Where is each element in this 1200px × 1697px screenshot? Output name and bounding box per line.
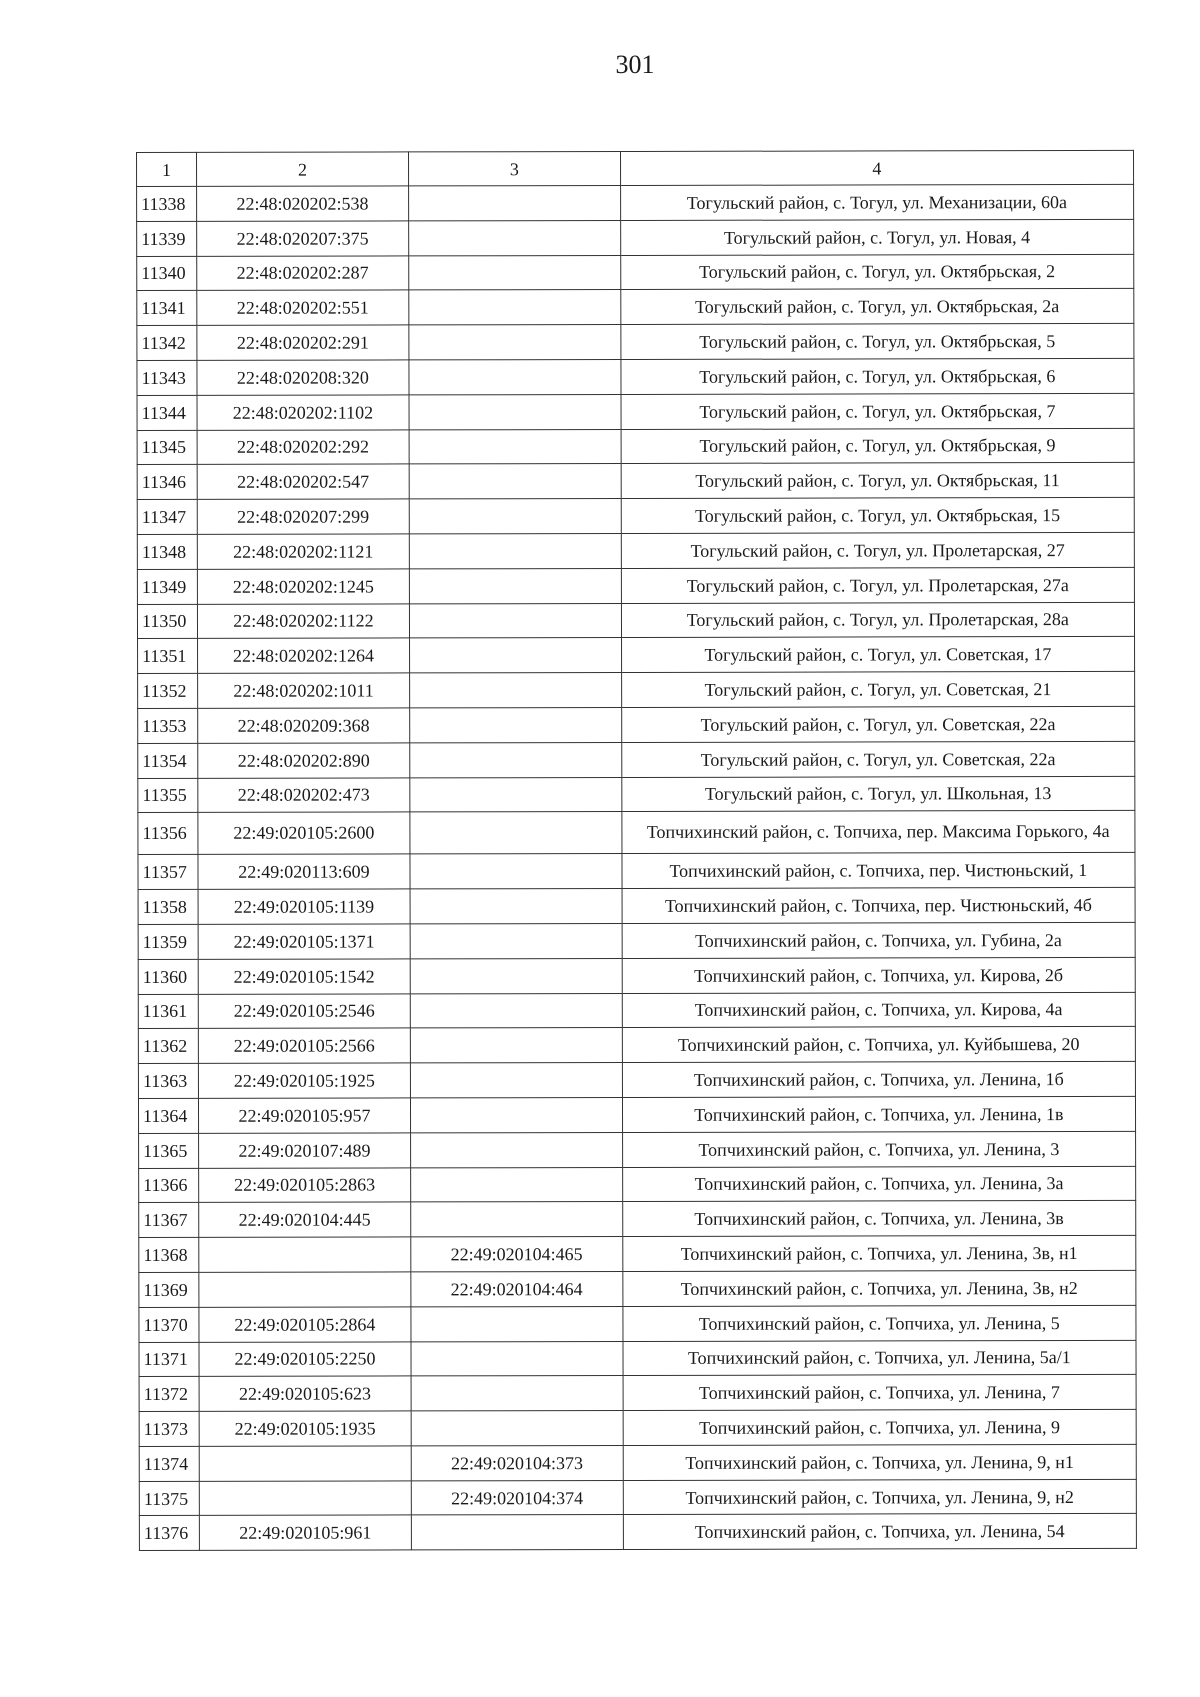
cadastral-number: 22:49:020105:1925 bbox=[198, 1063, 410, 1098]
cadastral-number-alt: 22:49:020104:465 bbox=[411, 1237, 623, 1272]
header-cell-2: 2 bbox=[196, 152, 408, 186]
cadastral-number: 22:49:020105:2250 bbox=[199, 1341, 411, 1376]
table-row bbox=[139, 1340, 1136, 1377]
table-row bbox=[138, 811, 1135, 855]
registry-table bbox=[136, 150, 1137, 1551]
row-number: 11359 bbox=[138, 924, 198, 959]
address: Топчихинский район, с. Топчиха, пер. Чистюньский, 4б bbox=[622, 888, 1135, 924]
table-row bbox=[137, 184, 1134, 221]
row-number: 11369 bbox=[139, 1272, 199, 1307]
row-number: 11351 bbox=[138, 639, 198, 674]
cadastral-number-alt bbox=[410, 1028, 622, 1063]
address: Тогульский район, с. Тогул, ул. Октябрьская, 2а bbox=[621, 289, 1134, 325]
table-row bbox=[138, 672, 1135, 709]
row-number: 11341 bbox=[137, 291, 197, 326]
cadastral-number-alt bbox=[409, 290, 621, 325]
cadastral-number: 22:48:020202:1121 bbox=[197, 534, 409, 569]
address: Тогульский район, с. Тогул, ул. Советская, 22а bbox=[621, 741, 1134, 777]
table-row bbox=[137, 219, 1134, 256]
row-number: 11358 bbox=[138, 890, 198, 925]
cadastral-number: 22:48:020202:291 bbox=[197, 325, 409, 360]
row-number: 11344 bbox=[137, 395, 197, 430]
cadastral-number: 22:49:020107:489 bbox=[199, 1133, 411, 1168]
cadastral-number: 22:48:020202:547 bbox=[197, 464, 409, 499]
cadastral-number: 22:48:020202:890 bbox=[198, 743, 410, 778]
address: Тогульский район, с. Тогул, ул. Советская, 17 bbox=[621, 637, 1134, 673]
row-number: 11356 bbox=[138, 813, 198, 855]
table-row bbox=[137, 567, 1134, 604]
row-number: 11360 bbox=[138, 959, 198, 994]
cadastral-number-alt bbox=[409, 394, 621, 429]
address: Топчихинский район, с. Топчиха, ул. Ленина, 3в, н1 bbox=[622, 1236, 1135, 1272]
table-row bbox=[139, 1305, 1136, 1342]
cadastral-number-alt bbox=[410, 1097, 622, 1132]
cadastral-number-alt bbox=[409, 255, 621, 290]
address: Топчихинский район, с. Топчиха, ул. Ленина, 54 bbox=[623, 1514, 1136, 1550]
cadastral-number-alt bbox=[411, 1515, 623, 1550]
cadastral-number-alt bbox=[410, 993, 622, 1028]
cadastral-number-alt bbox=[411, 1341, 623, 1376]
cadastral-number-alt bbox=[409, 603, 621, 638]
address: Топчихинский район, с. Топчиха, ул. Губина, 2а bbox=[622, 922, 1135, 958]
row-number: 11376 bbox=[139, 1516, 199, 1551]
address: Топчихинский район, с. Топчиха, ул. Ленина, 9, н2 bbox=[623, 1479, 1136, 1515]
cadastral-number-alt bbox=[410, 958, 622, 993]
cadastral-number: 22:49:020105:2566 bbox=[198, 1028, 410, 1063]
cadastral-number: 22:49:020105:1935 bbox=[199, 1411, 411, 1446]
address: Тогульский район, с. Тогул, ул. Школьная, 13 bbox=[622, 776, 1135, 812]
cadastral-number: 22:49:020105:2600 bbox=[198, 812, 410, 854]
address: Топчихинский район, с. Топчиха, ул. Ленина, 9 bbox=[623, 1410, 1136, 1446]
cadastral-number-alt: 22:49:020104:373 bbox=[411, 1445, 623, 1480]
address: Тогульский район, с. Тогул, ул. Советская, 21 bbox=[621, 672, 1134, 708]
cadastral-number: 22:49:020105:957 bbox=[198, 1098, 410, 1133]
cadastral-number: 22:49:020105:623 bbox=[199, 1376, 411, 1411]
address: Топчихинский район, с. Топчиха, ул. Ленина, 5 bbox=[623, 1305, 1136, 1341]
cadastral-number: 22:48:020207:299 bbox=[197, 499, 409, 534]
page-number: 301 bbox=[615, 50, 655, 79]
address: Тогульский район, с. Тогул, ул. Октябрьская, 15 bbox=[621, 498, 1134, 534]
address: Топчихинский район, с. Топчиха, пер. Максима Горького, 4а bbox=[622, 811, 1135, 854]
row-number: 11374 bbox=[139, 1446, 199, 1481]
cadastral-number-alt bbox=[410, 812, 622, 854]
cadastral-number-alt bbox=[410, 707, 622, 742]
cadastral-number-alt bbox=[410, 854, 622, 889]
table-row bbox=[138, 706, 1135, 743]
address: Топчихинский район, с. Топчиха, ул. Куйбышева, 20 bbox=[622, 1027, 1135, 1063]
row-number: 11373 bbox=[139, 1411, 199, 1446]
cadastral-number-alt bbox=[409, 568, 621, 603]
table-row bbox=[137, 289, 1134, 326]
row-number: 11338 bbox=[137, 186, 197, 221]
cadastral-number-alt bbox=[409, 359, 621, 394]
cadastral-number: 22:48:020202:551 bbox=[197, 290, 409, 325]
address: Топчихинский район, с. Топчиха, ул. Ленина, 1б bbox=[622, 1062, 1135, 1098]
cadastral-number: 22:49:020105:2864 bbox=[199, 1307, 411, 1342]
row-number: 11367 bbox=[139, 1203, 199, 1238]
table-row bbox=[138, 741, 1135, 778]
row-number: 11347 bbox=[137, 500, 197, 535]
address: Тогульский район, с. Тогул, ул. Октябрьская, 9 bbox=[621, 428, 1134, 464]
cadastral-number: 22:49:020105:1542 bbox=[198, 959, 410, 994]
address: Топчихинский район, с. Топчиха, ул. Ленина, 1в bbox=[622, 1096, 1135, 1132]
cadastral-number: 22:48:020207:375 bbox=[197, 221, 409, 256]
address: Тогульский район, с. Тогул, ул. Механизации, 60а bbox=[620, 184, 1133, 220]
table-row bbox=[138, 992, 1135, 1029]
table-row bbox=[139, 1131, 1136, 1168]
address: Тогульский район, с. Тогул, ул. Пролетарская, 27а bbox=[621, 567, 1134, 603]
table-row bbox=[138, 1062, 1135, 1099]
row-number: 11368 bbox=[139, 1237, 199, 1272]
row-number: 11364 bbox=[138, 1098, 198, 1133]
cadastral-number bbox=[199, 1272, 411, 1307]
address: Топчихинский район, с. Топчиха, ул. Ленина, 3а bbox=[622, 1166, 1135, 1202]
cadastral-number: 22:48:020202:287 bbox=[197, 256, 409, 291]
cadastral-number-alt bbox=[410, 923, 622, 958]
cadastral-number-alt bbox=[409, 673, 621, 708]
address: Тогульский район, с. Тогул, ул. Октябрьская, 7 bbox=[621, 393, 1134, 429]
cadastral-number: 22:49:020105:1139 bbox=[198, 889, 410, 924]
row-number: 11353 bbox=[138, 708, 198, 743]
cadastral-number: 22:48:020202:292 bbox=[197, 430, 409, 465]
cadastral-number-alt bbox=[409, 464, 621, 499]
cadastral-number-alt bbox=[410, 1063, 622, 1098]
cadastral-number: 22:48:020202:1102 bbox=[197, 395, 409, 430]
cadastral-number-alt bbox=[408, 185, 620, 220]
table-row bbox=[139, 1201, 1136, 1238]
cadastral-number: 22:49:020105:2546 bbox=[198, 993, 410, 1028]
address: Тогульский район, с. Тогул, ул. Советская, 22а bbox=[621, 706, 1134, 742]
table-row bbox=[137, 254, 1134, 291]
cadastral-number-alt bbox=[409, 325, 621, 360]
table-row bbox=[138, 888, 1135, 925]
table-row bbox=[137, 532, 1134, 569]
address: Топчихинский район, с. Топчиха, пер. Чистюньский, 1 bbox=[622, 853, 1135, 889]
row-number: 11346 bbox=[137, 465, 197, 500]
table-row bbox=[137, 463, 1134, 500]
address: Тогульский район, с. Тогул, ул. Пролетарская, 27 bbox=[621, 532, 1134, 568]
table-row bbox=[138, 1096, 1135, 1133]
address: Топчихинский район, с. Топчиха, ул. Ленина, 9, н1 bbox=[623, 1444, 1136, 1480]
cadastral-number-alt bbox=[410, 1132, 622, 1167]
header-row bbox=[137, 150, 1134, 186]
row-number: 11352 bbox=[138, 674, 198, 709]
table-row bbox=[137, 358, 1134, 395]
cadastral-number: 22:48:020202:1011 bbox=[198, 673, 410, 708]
address: Топчихинский район, с. Топчиха, ул. Ленина, 3 bbox=[622, 1131, 1135, 1167]
cadastral-number-alt bbox=[411, 1376, 623, 1411]
address: Топчихинский район, с. Топчиха, ул. Кирова, 2б bbox=[622, 957, 1135, 993]
address: Тогульский район, с. Тогул, ул. Октябрьская, 11 bbox=[621, 463, 1134, 499]
cadastral-number-alt bbox=[411, 1306, 623, 1341]
row-number: 11357 bbox=[138, 855, 198, 890]
row-number: 11375 bbox=[139, 1481, 199, 1516]
table-row bbox=[137, 393, 1134, 430]
header-cell-4: 4 bbox=[620, 150, 1133, 185]
cadastral-number: 22:48:020202:1122 bbox=[197, 603, 409, 638]
address: Тогульский район, с. Тогул, ул. Октябрьская, 6 bbox=[621, 358, 1134, 394]
address: Тогульский район, с. Тогул, ул. Октябрьская, 2 bbox=[620, 254, 1133, 290]
cadastral-number: 22:48:020202:538 bbox=[197, 186, 409, 221]
row-number: 11361 bbox=[138, 994, 198, 1029]
row-number: 11342 bbox=[137, 326, 197, 361]
cadastral-number-alt bbox=[409, 533, 621, 568]
cadastral-number-alt bbox=[411, 1202, 623, 1237]
cadastral-number bbox=[199, 1446, 411, 1481]
cadastral-number: 22:49:020105:1371 bbox=[198, 924, 410, 959]
address: Топчихинский район, с. Топчиха, ул. Ленина, 3в, н2 bbox=[623, 1270, 1136, 1306]
row-number: 11350 bbox=[137, 604, 197, 639]
cadastral-number-alt bbox=[411, 1411, 623, 1446]
row-number: 11354 bbox=[138, 743, 198, 778]
cadastral-number: 22:49:020105:961 bbox=[199, 1515, 411, 1550]
cadastral-number: 22:48:020209:368 bbox=[198, 708, 410, 743]
cadastral-number: 22:48:020202:1245 bbox=[197, 569, 409, 604]
row-number: 11363 bbox=[138, 1063, 198, 1098]
address: Топчихинский район, с. Топчиха, ул. Ленина, 7 bbox=[623, 1375, 1136, 1411]
cadastral-number-alt bbox=[409, 499, 621, 534]
table-body bbox=[137, 184, 1137, 1550]
cadastral-number: 22:49:020105:2863 bbox=[199, 1167, 411, 1202]
cadastral-number: 22:48:020208:320 bbox=[197, 360, 409, 395]
row-number: 11355 bbox=[138, 778, 198, 813]
table-row bbox=[137, 498, 1134, 535]
cadastral-number: 22:48:020202:473 bbox=[198, 777, 410, 812]
table-row bbox=[138, 776, 1135, 813]
row-number: 11343 bbox=[137, 360, 197, 395]
table-row bbox=[139, 1375, 1136, 1412]
table-row bbox=[139, 1444, 1136, 1481]
row-number: 11372 bbox=[139, 1377, 199, 1412]
cadastral-number: 22:49:020104:445 bbox=[199, 1202, 411, 1237]
address: Тогульский район, с. Тогул, ул. Октябрьская, 5 bbox=[621, 324, 1134, 360]
table-row bbox=[138, 637, 1135, 674]
table-row bbox=[138, 853, 1135, 890]
cadastral-number-alt bbox=[410, 889, 622, 924]
cadastral-number bbox=[199, 1237, 411, 1272]
cadastral-number-alt bbox=[409, 638, 621, 673]
cadastral-number-alt bbox=[409, 220, 621, 255]
row-number: 11345 bbox=[137, 430, 197, 465]
header-cell-1: 1 bbox=[137, 152, 197, 186]
row-number: 11340 bbox=[137, 256, 197, 291]
address: Тогульский район, с. Тогул, ул. Новая, 4 bbox=[620, 219, 1133, 255]
address: Топчихинский район, с. Топчиха, ул. Ленина, 3в bbox=[622, 1201, 1135, 1237]
cadastral-number-alt bbox=[410, 777, 622, 812]
row-number: 11349 bbox=[137, 569, 197, 604]
table-row bbox=[139, 1270, 1136, 1307]
address: Тогульский район, с. Тогул, ул. Пролетарская, 28а bbox=[621, 602, 1134, 638]
table-row bbox=[139, 1410, 1136, 1447]
cadastral-number bbox=[199, 1481, 411, 1516]
cadastral-number-alt bbox=[409, 429, 621, 464]
table-row bbox=[138, 957, 1135, 994]
table-row bbox=[137, 428, 1134, 465]
table-row bbox=[139, 1514, 1136, 1551]
row-number: 11365 bbox=[139, 1133, 199, 1168]
row-number: 11370 bbox=[139, 1307, 199, 1342]
row-number: 11371 bbox=[139, 1342, 199, 1377]
cadastral-number: 22:49:020113:609 bbox=[198, 854, 410, 889]
header-cell-3: 3 bbox=[408, 151, 620, 185]
cadastral-number-alt bbox=[410, 742, 622, 777]
table-row bbox=[139, 1166, 1136, 1203]
row-number: 11348 bbox=[137, 534, 197, 569]
cadastral-number-alt bbox=[410, 1167, 622, 1202]
table-row bbox=[139, 1236, 1136, 1273]
row-number: 11362 bbox=[138, 1029, 198, 1064]
row-number: 11339 bbox=[137, 221, 197, 256]
row-number: 11366 bbox=[139, 1168, 199, 1203]
address: Топчихинский район, с. Топчиха, ул. Ленина, 5а/1 bbox=[623, 1340, 1136, 1376]
cadastral-number-alt: 22:49:020104:464 bbox=[411, 1271, 623, 1306]
table-row bbox=[139, 1479, 1136, 1516]
cadastral-number: 22:48:020202:1264 bbox=[198, 638, 410, 673]
table-row bbox=[138, 1027, 1135, 1064]
cadastral-number-alt: 22:49:020104:374 bbox=[411, 1480, 623, 1515]
address: Топчихинский район, с. Топчиха, ул. Кирова, 4а bbox=[622, 992, 1135, 1028]
table-row bbox=[137, 602, 1134, 639]
table-row bbox=[138, 922, 1135, 959]
table-row bbox=[137, 324, 1134, 361]
